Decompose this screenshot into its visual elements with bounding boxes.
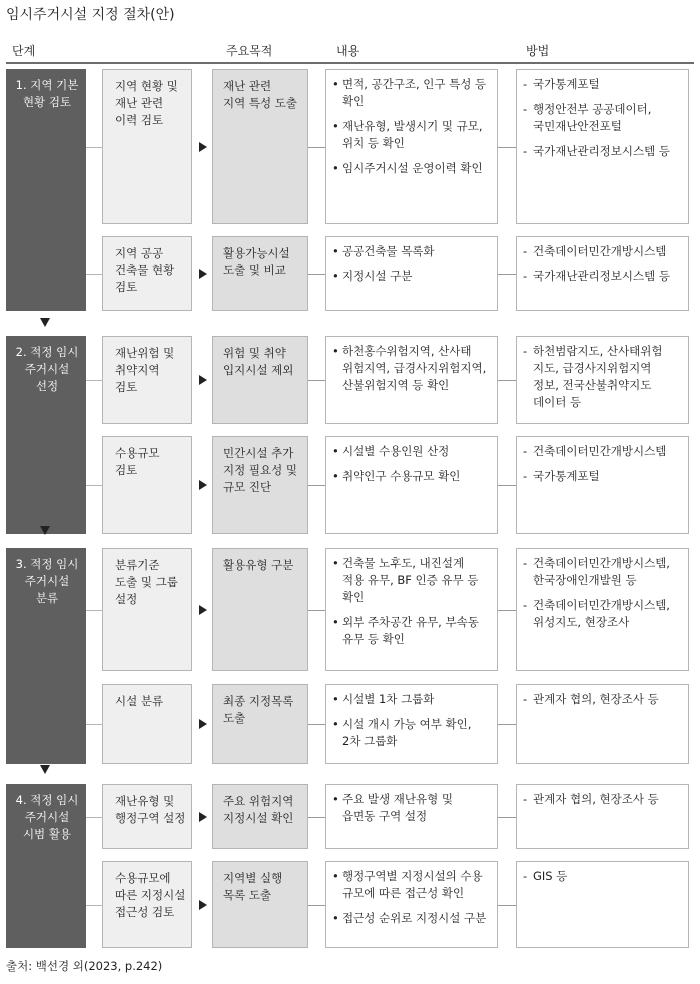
- connector-line: [86, 147, 102, 148]
- sub-step-line: 수용규모에: [115, 871, 171, 885]
- connector-line: [86, 380, 102, 381]
- purpose-box: [212, 69, 308, 224]
- connector-line: [498, 724, 516, 725]
- connector-line: [308, 724, 325, 725]
- purpose-box: [212, 336, 308, 424]
- connector-line: [498, 817, 516, 818]
- method-item: [523, 268, 682, 285]
- sub-step-line: 수용규모: [115, 446, 160, 460]
- method-line: 건축데이터민간개방시스템: [533, 244, 667, 258]
- sub-step-box: [102, 436, 192, 534]
- content-item: [332, 716, 491, 750]
- bullet-icon: •: [332, 344, 339, 358]
- method-box: [516, 436, 689, 534]
- method-line: GIS 등: [533, 869, 568, 883]
- content-line: 읍면동 구역 설정: [342, 809, 428, 823]
- stage-label-line: 주거시설: [24, 574, 70, 588]
- stage-label-line: 2. 적정 임시: [15, 345, 79, 359]
- stage-label-line: 분류: [35, 591, 59, 605]
- method-line: 관계자 협의, 현장조사 등: [533, 792, 659, 806]
- content-line: 외부 주차공간 유무, 부속동: [342, 615, 479, 629]
- content-line: 위치 등 확인: [342, 136, 405, 150]
- method-line: 건축데이터민간개방시스템,: [533, 598, 670, 612]
- content-line: 행정구역별 지정시설의 수용: [342, 869, 483, 883]
- method-item: [523, 143, 682, 160]
- method-box: [516, 684, 689, 764]
- bullet-icon: •: [332, 119, 339, 133]
- purpose-line: 도출: [223, 711, 246, 725]
- content-line: 위험지역, 급경사지위험지역,: [342, 361, 487, 375]
- method-line: 정보, 전국산불취약지도: [533, 378, 652, 392]
- connector-line: [308, 817, 325, 818]
- method-item: [523, 243, 682, 260]
- content-line: 시설 개시 가능 여부 확인,: [342, 717, 472, 731]
- bullet-icon: •: [332, 869, 339, 883]
- dash-icon: -: [523, 792, 528, 806]
- connector-line: [498, 610, 516, 611]
- right-arrow-icon: [199, 605, 207, 615]
- connector-line: [86, 817, 102, 818]
- bullet-icon: •: [332, 792, 339, 806]
- content-line: 건축물 노후도, 내진설계: [342, 556, 465, 570]
- stage-label-line: 1. 지역 기본: [15, 78, 79, 92]
- method-item: [523, 468, 682, 485]
- page-title: 임시주거시설 지정 절차(안): [6, 7, 175, 23]
- connector-line: [86, 724, 102, 725]
- header-rule: [6, 62, 694, 64]
- method-line: 건축데이터민간개방시스템: [533, 444, 667, 458]
- connector-line: [498, 905, 516, 906]
- connector-line: [498, 485, 516, 486]
- sub-step-line: 검토: [115, 280, 138, 294]
- sub-step-line: 검토: [115, 380, 138, 394]
- content-box: [325, 784, 498, 849]
- method-line: 국가재난관리정보시스템 등: [533, 269, 670, 283]
- content-item: [332, 118, 491, 152]
- dash-icon: -: [523, 444, 528, 458]
- stage-box-2: [6, 336, 86, 534]
- content-item: [332, 443, 491, 460]
- stage-box-4: [6, 784, 86, 948]
- method-line: 위성지도, 현장조사: [533, 615, 630, 629]
- right-arrow-icon: [199, 480, 207, 490]
- content-item: [332, 910, 491, 927]
- method-line: 한국장애인개발원 등: [533, 573, 637, 587]
- sub-step-line: 접근성 검토: [115, 905, 175, 919]
- purpose-line: 도출 및 비교: [223, 263, 286, 277]
- content-box: [325, 69, 498, 224]
- purpose-line: 입지시설 제외: [223, 363, 294, 377]
- connector-line: [308, 274, 325, 275]
- dash-icon: -: [523, 469, 528, 483]
- stage-label-line: 현황 검토: [22, 95, 72, 109]
- purpose-line: 활용유형 구분: [223, 558, 294, 572]
- content-line: 시설별 1차 그룹화: [342, 692, 435, 706]
- down-arrow-icon: [40, 318, 50, 327]
- method-box: [516, 784, 689, 849]
- purpose-line: 목록 도출: [223, 888, 272, 902]
- purpose-line: 지정시설 확인: [223, 811, 294, 825]
- dash-icon: -: [523, 244, 528, 258]
- content-line: 적용 유무, BF 인증 유무 등: [342, 573, 479, 587]
- content-line: 접근성 순위로 지정시설 구분: [342, 911, 487, 925]
- bullet-icon: •: [332, 556, 339, 570]
- right-arrow-icon: [199, 812, 207, 822]
- sub-step-line: 재난위험 및: [115, 346, 175, 360]
- right-arrow-icon: [199, 719, 207, 729]
- sub-step-line: 행정구역 설정: [115, 811, 186, 825]
- content-line: 2차 그룹화: [342, 734, 398, 748]
- method-item: [523, 101, 682, 135]
- method-item: [523, 343, 682, 411]
- content-line: 지정시설 구분: [342, 269, 413, 283]
- connector-line: [86, 274, 102, 275]
- connector-line: [308, 380, 325, 381]
- content-item: [332, 268, 491, 285]
- connector-line: [86, 485, 102, 486]
- purpose-line: 지역 특성 도출: [223, 96, 297, 110]
- stage-box-1: [6, 69, 86, 311]
- content-box: [325, 236, 498, 311]
- method-line: 건축데이터민간개방시스템,: [533, 556, 670, 570]
- sub-step-line: 설정: [115, 592, 138, 606]
- content-line: 취약인구 수용규모 확인: [342, 469, 461, 483]
- sub-step-line: 도출 및 그룹: [115, 575, 178, 589]
- content-line: 시설별 수용인원 산정: [342, 444, 450, 458]
- dash-icon: -: [523, 77, 528, 91]
- dash-icon: -: [523, 144, 528, 158]
- method-line: 관계자 협의, 현장조사 등: [533, 692, 659, 706]
- header-stage: 단계: [12, 44, 36, 58]
- sub-step-box: [102, 861, 192, 948]
- method-line: 국민재난안전포털: [533, 119, 622, 133]
- connector-line: [308, 610, 325, 611]
- down-arrow-icon: [40, 526, 50, 535]
- purpose-line: 활용가능시설: [223, 246, 290, 260]
- bullet-icon: •: [332, 269, 339, 283]
- content-line: 산불위험지역 등 확인: [342, 378, 450, 392]
- content-box: [325, 436, 498, 534]
- sub-step-line: 건축물 현황: [115, 263, 175, 277]
- method-item: [523, 691, 682, 708]
- sub-step-line: 재난 관련: [115, 96, 164, 110]
- content-line: 공공건축물 목록화: [342, 244, 435, 258]
- connector-line: [498, 274, 516, 275]
- sub-step-line: 지역 현황 및: [115, 79, 178, 93]
- header-content: 내용: [336, 44, 360, 58]
- purpose-line: 주요 위험지역: [223, 794, 294, 808]
- content-box: [325, 336, 498, 424]
- purpose-box: [212, 436, 308, 534]
- method-line: 행정안전부 공공데이터,: [533, 102, 652, 116]
- content-item: [332, 791, 491, 825]
- content-line: 재난유형, 발생시기 및 규모,: [342, 119, 483, 133]
- sub-step-box: [102, 684, 192, 764]
- method-item: [523, 76, 682, 93]
- sub-step-line: 이력 검토: [115, 113, 164, 127]
- purpose-box: [212, 784, 308, 849]
- bullet-icon: •: [332, 77, 339, 91]
- dash-icon: -: [523, 344, 528, 358]
- method-box: [516, 236, 689, 311]
- connector-line: [498, 380, 516, 381]
- method-box: [516, 336, 689, 424]
- right-arrow-icon: [199, 269, 207, 279]
- stage-box-3: [6, 548, 86, 764]
- content-box: [325, 548, 498, 671]
- method-item: [523, 791, 682, 808]
- stage-label-line: 주거시설: [24, 362, 70, 376]
- dash-icon: -: [523, 556, 528, 570]
- purpose-line: 지정 필요성 및: [223, 463, 297, 477]
- purpose-box: [212, 861, 308, 948]
- dash-icon: -: [523, 692, 528, 706]
- content-item: [332, 243, 491, 260]
- sub-step-line: 취약지역: [115, 363, 160, 377]
- sub-step-line: 재난유형 및: [115, 794, 175, 808]
- method-line: 데이터 등: [533, 395, 582, 409]
- connector-line: [308, 485, 325, 486]
- bullet-icon: •: [332, 692, 339, 706]
- content-item: [332, 868, 491, 902]
- content-line: 확인: [342, 94, 365, 108]
- bullet-icon: •: [332, 161, 339, 175]
- sub-step-box: [102, 548, 192, 671]
- content-item: [332, 691, 491, 708]
- stage-label-line: 선정: [35, 379, 59, 393]
- stage-label-line: 시범 활용: [22, 827, 72, 841]
- method-line: 하천범람지도, 산사태위험: [533, 344, 663, 358]
- method-line: 국가통계포털: [533, 469, 600, 483]
- content-line: 확인: [342, 590, 365, 604]
- content-box: [325, 684, 498, 764]
- method-item: [523, 868, 682, 885]
- content-line: 임시주거시설 운영이력 확인: [342, 161, 483, 175]
- content-line: 면적, 공간구조, 인구 특성 등: [342, 77, 487, 91]
- purpose-box: [212, 236, 308, 311]
- dash-icon: -: [523, 102, 528, 116]
- stage-label-line: 4. 적정 임시: [15, 793, 79, 807]
- sub-step-box: [102, 69, 192, 224]
- connector-line: [86, 905, 102, 906]
- header-purpose: 주요목적: [226, 44, 273, 58]
- method-line: 지도, 급경사지위험지역: [533, 361, 652, 375]
- stage-label-line: 주거시설: [24, 810, 70, 824]
- dash-icon: -: [523, 598, 528, 612]
- sub-step-box: [102, 336, 192, 424]
- method-item: [523, 443, 682, 460]
- bullet-icon: •: [332, 469, 339, 483]
- purpose-box: [212, 684, 308, 764]
- content-item: [332, 468, 491, 485]
- right-arrow-icon: [199, 900, 207, 910]
- bullet-icon: •: [332, 615, 339, 629]
- connector-line: [86, 610, 102, 611]
- sub-step-line: 시설 분류: [115, 694, 164, 708]
- source-note: 출처: 백선경 외(2023, p.242): [6, 959, 163, 973]
- connector-line: [498, 147, 516, 148]
- sub-step-line: 분류기준: [115, 558, 160, 572]
- sub-step-line: 지역 공공: [115, 246, 164, 260]
- purpose-line: 지역별 실행: [223, 871, 283, 885]
- content-item: [332, 343, 491, 394]
- bullet-icon: •: [332, 444, 339, 458]
- down-arrow-icon: [40, 765, 50, 774]
- content-line: 유무 등 확인: [342, 632, 405, 646]
- method-box: [516, 548, 689, 671]
- purpose-line: 민간시설 추가: [223, 446, 294, 460]
- content-box: [325, 861, 498, 948]
- connector-line: [308, 147, 325, 148]
- purpose-line: 규모 진단: [223, 480, 272, 494]
- sub-step-box: [102, 784, 192, 849]
- purpose-line: 위험 및 취약: [223, 346, 286, 360]
- content-line: 주요 발생 재난유형 및: [342, 792, 453, 806]
- sub-step-box: [102, 236, 192, 311]
- method-item: [523, 597, 682, 631]
- header-method: 방법: [526, 44, 550, 58]
- dash-icon: -: [523, 869, 528, 883]
- content-item: [332, 76, 491, 110]
- sub-step-line: 검토: [115, 463, 138, 477]
- dash-icon: -: [523, 269, 528, 283]
- content-item: [332, 614, 491, 648]
- content-line: 규모에 따른 접근성 확인: [342, 886, 465, 900]
- content-line: 하천홍수위험지역, 산사태: [342, 344, 472, 358]
- right-arrow-icon: [199, 375, 207, 385]
- purpose-box: [212, 548, 308, 671]
- purpose-line: 재난 관련: [223, 79, 272, 93]
- stage-label-line: 3. 적정 임시: [15, 557, 79, 571]
- method-item: [523, 555, 682, 589]
- bullet-icon: •: [332, 911, 339, 925]
- content-item: [332, 160, 491, 177]
- purpose-line: 최종 지정목록: [223, 694, 294, 708]
- connector-line: [308, 905, 325, 906]
- right-arrow-icon: [199, 142, 207, 152]
- bullet-icon: •: [332, 244, 339, 258]
- sub-step-line: 따른 지정시설: [115, 888, 186, 902]
- method-line: 국가재난관리정보시스템 등: [533, 144, 670, 158]
- method-box: [516, 861, 689, 948]
- method-line: 국가통계포털: [533, 77, 600, 91]
- bullet-icon: •: [332, 717, 339, 731]
- content-item: [332, 555, 491, 606]
- method-box: [516, 69, 689, 224]
